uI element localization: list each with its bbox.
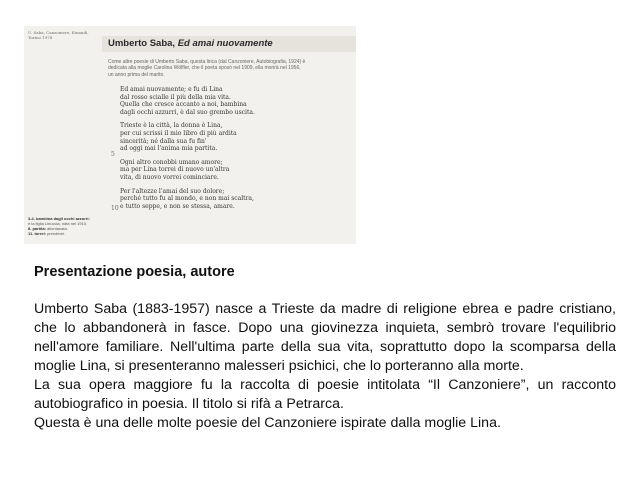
source-sidenote xyxy=(28,30,96,40)
poem-verse: dagli occhi azzurri, è dal suo grembo uscita. xyxy=(120,108,255,116)
footnote: 11. torrei: prenderei. xyxy=(28,231,66,236)
sidenote-line: U. Saba, Canzoniere, Einaudi, xyxy=(28,30,89,35)
line-number-5: 5 xyxy=(111,151,115,158)
body-paragraph: Umberto Saba (1883-1957) nasce a Trieste da madre di religione ebrea e padre cristiano, che lo abbandonerà in fasce. Dopo una giovinezza inquieta, sembrò trovare l'equilibrio nell'amore familiare. Nell'ultima parte della sua vita, soprattutto dopo la scomparsa della moglie Lina, si presenteranno malesseri psichici, che lo porteranno alla morte. xyxy=(34,301,616,374)
sidenote-line: Torino 1978 xyxy=(28,35,53,40)
poem-verse: Per l'altezze l'amai del suo dolore; xyxy=(120,187,225,195)
poem-verse: Trieste è la città, la donna è Lina, xyxy=(120,122,223,130)
footnote: 3-4. bambina dagli occhi azzurri: xyxy=(28,216,90,221)
poem-verse: e tutto seppe, e non se stessa, amare. xyxy=(120,202,235,210)
footnotes xyxy=(28,216,108,236)
poem-author: Umberto Saba, xyxy=(108,38,176,49)
poem-verse: sincerità; né dalla sua fu fin' xyxy=(120,137,207,145)
body-paragraph: Questa è una delle molte poesie del Canzoniere ispirate dalla moglie Lina. xyxy=(34,415,501,431)
poem-verse: per cui scrissi il mio libro di più ardita xyxy=(120,129,237,137)
poem-verse: Ed amai nuovamente; e fu di Lina xyxy=(120,86,223,93)
footnote: è la figlia Linuccia, nata nel 1910. xyxy=(28,221,88,226)
poem-verse: ad oggi mai l'anima mia partita. xyxy=(120,145,218,153)
intro-line: un anno prima del marito. xyxy=(108,71,165,78)
poem-title: Ed amai nuovamente xyxy=(177,38,273,49)
poem-text xyxy=(120,86,350,210)
line-number-10: 10 xyxy=(111,205,119,212)
poem-verse: Ogni altro conobbi umano amore; xyxy=(120,158,223,166)
poem-intro xyxy=(108,59,352,78)
slide-heading: Presentazione poesia, autore xyxy=(34,264,235,280)
footnote: 8. partita: allontanata. xyxy=(28,226,68,231)
poem-verse: dal rosso scialle il più della mia vita. xyxy=(120,93,231,101)
intro-line: dedicata alla moglie Carolina Wölfler, che il poeta sposò nel 1909, ella morirà nel 1956, xyxy=(108,65,301,72)
slide-body xyxy=(34,300,616,433)
poem-verse: perché tutto fu al mondo, e non mai scaltra, xyxy=(120,195,254,203)
poem-verse: Quella che cresce accanto a noi, bambina xyxy=(120,101,247,109)
intro-line: Come altre poesie di Umberto Saba, questa lirica (dal Canzoniere, Autobiografia, 1924) è xyxy=(108,59,306,65)
body-paragraph: La sua opera maggiore fu la raccolta di poesie intitolata “Il Canzoniere”, un racconto autobiografico in poesia. Il titolo si rifà a Petrarca. xyxy=(34,377,616,412)
poem-verse: vita, di nuovo vorrei cominciare. xyxy=(120,173,219,181)
poem-title-bar xyxy=(102,36,356,52)
poem-verse: ma per Lina torrei di nuovo un'altra xyxy=(120,166,230,174)
textbook-scan-image xyxy=(24,26,356,244)
